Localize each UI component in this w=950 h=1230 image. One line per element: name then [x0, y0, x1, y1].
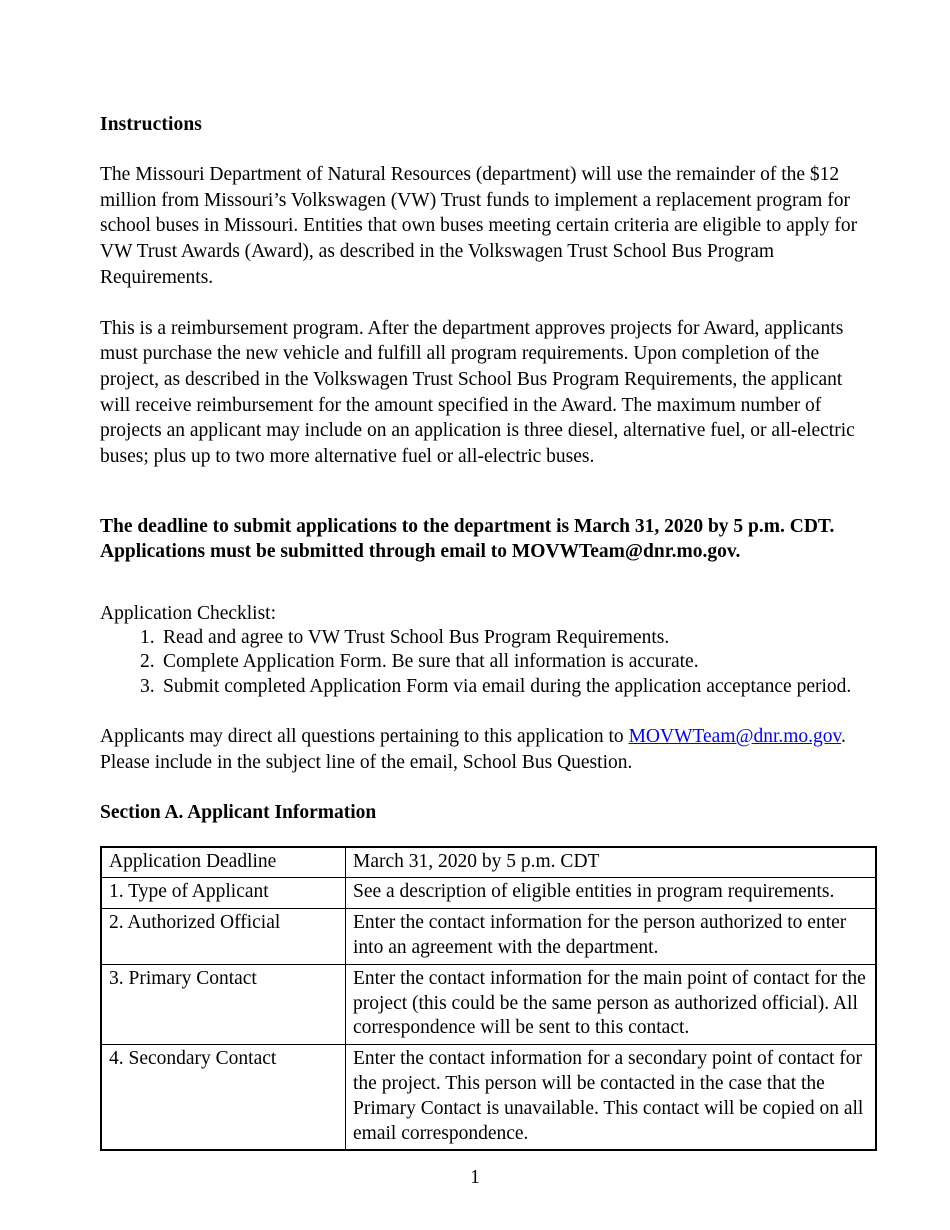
- table-row: [101, 1045, 876, 1151]
- spacer: [100, 699, 860, 724]
- page-title: Instructions: [100, 114, 202, 135]
- spacer: [100, 470, 860, 514]
- deadline-notice-line-1: The deadline to submit applications to the department is March 31, 2020 by 5 p.m. CDT.: [100, 515, 835, 537]
- table-cell-label: 4. Secondary Contact: [101, 1045, 346, 1151]
- list-item-label: Submit completed Application Form via email during the application acceptance period.: [163, 675, 852, 697]
- list-item-number: 2.: [140, 651, 155, 673]
- table-cell-value: Enter the contact information for the main point of contact for the project (this could be the same person as authorized official). All correspondence will be sent to this contact.: [346, 964, 877, 1044]
- table-cell-value: Enter the contact information for the person authorized to enter into an agreement with the department.: [346, 909, 877, 965]
- table-row: [101, 964, 876, 1044]
- questions-prefix-text: Applicants may direct all questions pertaining to this application to: [100, 726, 629, 748]
- table-row: [101, 878, 876, 909]
- section-a-heading: Section A. Applicant Information: [100, 801, 377, 823]
- document-content: [100, 113, 866, 1151]
- deadline-notice-line-2: Applications must be submitted through email to MOVWTeam@dnr.mo.gov.: [100, 541, 741, 563]
- spacer: [100, 136, 860, 162]
- list-item-label: Read and agree to VW Trust School Bus Program Requirements.: [163, 626, 670, 648]
- list-item-label: Complete Application Form. Be sure that all information is accurate.: [163, 651, 699, 673]
- table-row: [101, 847, 876, 878]
- application-checklist: [100, 626, 860, 700]
- intro-paragraph-1: The Missouri Department of Natural Resources (department) will use the remainder of the $12 million from Missouri’s Volkswagen (VW) Trust funds to implement a replacement program for school buses in Missouri. Entities that own buses meeting certain criteria are eligible to apply for VW Trust Awards (Award), as described in the Volkswagen Trust School Bus Program Requirements.: [100, 164, 858, 288]
- table-cell-label: 1. Type of Applicant: [101, 878, 346, 909]
- table-cell-label: 2. Authorized Official: [101, 909, 346, 965]
- questions-suffix-text: . Please include in the subject line of the email, School Bus Question.: [100, 726, 846, 773]
- list-item-number: 1.: [140, 626, 155, 648]
- list-item: [100, 626, 860, 651]
- spacer: [100, 776, 860, 801]
- table-cell-value: See a description of eligible entities in program requirements.: [346, 878, 877, 909]
- page-number: 1: [470, 1167, 480, 1188]
- table-cell-label: Application Deadline: [101, 847, 346, 878]
- checklist-title: Application Checklist:: [100, 602, 277, 624]
- spacer: [100, 291, 860, 316]
- list-item-number: 3.: [140, 675, 155, 697]
- spacer: [100, 565, 860, 601]
- questions-paragraph: [100, 724, 868, 775]
- spacer: [100, 824, 860, 846]
- table-cell-label: 3. Primary Contact: [101, 964, 346, 1044]
- table-cell-value: Enter the contact information for a secondary point of contact for the project. This person will be contacted in the case that the Primary Contact is unavailable. This contact will be copied on all email correspondence.: [346, 1045, 877, 1151]
- list-item: [100, 650, 860, 675]
- email-link[interactable]: MOVWTeam@dnr.mo.gov: [628, 726, 842, 748]
- table-cell-value: March 31, 2020 by 5 p.m. CDT: [346, 847, 877, 878]
- applicant-information-table: [100, 846, 877, 1152]
- table-row: [101, 909, 876, 965]
- intro-paragraph-2: This is a reimbursement program. After the department approves projects for Award, applicants must purchase the new vehicle and fulfill all program requirements. Upon completion of the project, as described in the Volkswagen Trust School Bus Program Requirements, the applicant will receive reimbursement for the amount specified in the Award. The maximum number of projects an applicant may include on an application is three diesel, alternative fuel, or all-electric buses; plus up to two more alternative fuel or all-electric buses.: [100, 317, 855, 468]
- list-item: [100, 675, 860, 700]
